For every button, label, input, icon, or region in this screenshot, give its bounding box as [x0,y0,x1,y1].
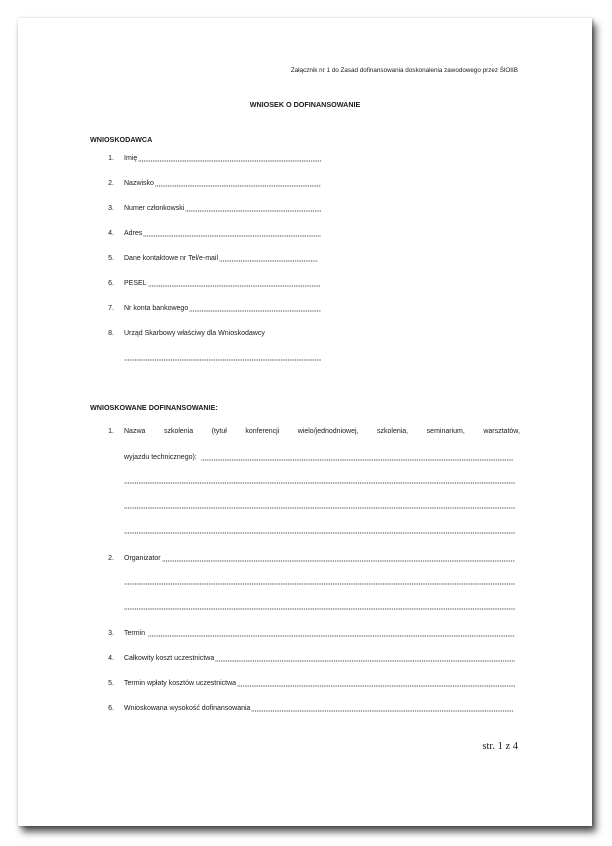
field-label: Organizator [124,555,161,562]
field-label: Imię [124,155,138,162]
item-number: 3. [108,630,114,637]
fill-in-line [148,282,321,287]
training-name-line[interactable] [124,529,515,534]
training-name-line[interactable] [124,504,515,509]
contact-field[interactable] [124,255,318,262]
field-label: Termin [124,630,146,637]
tax-office-label: Urząd Skarbowy właściwy dla Wnioskodawcy [124,330,265,337]
field-label: Całkowity koszt uczestnictwa [124,655,215,662]
item-number: 4. [108,230,114,237]
item-number: 8. [108,330,114,337]
organizer-line[interactable] [124,580,515,585]
field-label: Numer członkowski [124,205,185,212]
total-cost-field[interactable] [124,655,515,662]
first-name-field[interactable] [124,155,321,162]
pesel-field[interactable] [124,280,321,287]
attachment-note: Załącznik nr 1 do Zasad dofinansowania doskonalenia zawodowego przez ŚlOIIB [290,67,518,74]
training-name-line[interactable] [124,479,515,484]
fill-in-line [138,157,321,162]
page-number: str. 1 z 4 [482,741,518,752]
fill-in-line [215,657,515,662]
item-number: 3. [108,205,114,212]
fill-in-line [237,682,515,687]
fill-in-line [155,182,321,187]
fill-in-line [143,232,321,237]
funding-heading: WNIOSKOWANE DOFINANSOWANIE: [90,403,218,412]
item-number: 2. [108,555,114,562]
field-label: wyjazdu technicznego): [124,454,197,461]
requested-amount-field[interactable] [124,705,513,712]
item-number: 5. [108,680,114,687]
field-label: Wnioskowana wysokość dofinansowania [124,705,251,712]
fill-in-line [185,207,321,212]
document-page [18,18,592,826]
fill-in-line [148,632,515,637]
document-title: WNIOSEK O DOFINANSOWANIE [249,100,361,109]
item-number: 6. [108,280,114,287]
training-name-field[interactable] [124,454,513,461]
organizer-line[interactable] [124,605,515,610]
item-number: 1. [108,428,114,435]
field-label: Termin wpłaty kosztów uczestnictwa [124,680,237,687]
member-number-field[interactable] [124,205,321,212]
fill-in-line [162,557,515,562]
item-number: 2. [108,180,114,187]
item-number: 7. [108,305,114,312]
fill-in-line [251,707,513,712]
fill-in-line [201,456,513,461]
bank-account-field[interactable] [124,305,321,312]
field-label: Dane kontaktowe nr Tel/e-mail [124,255,219,262]
payment-date-field[interactable] [124,680,515,687]
field-label: Adres [124,230,143,237]
field-label: Nazwisko [124,180,154,187]
last-name-field[interactable] [124,180,321,187]
item-number: 6. [108,705,114,712]
field-label: PESEL [124,280,147,287]
training-name-label: Nazwa szkolenia (tytuł konferencji wielo/jednodniowej, szkolenia, seminarium, warsztatów, [124,428,520,435]
applicant-heading: WNIOSKODAWCA [90,135,153,144]
address-field[interactable] [124,230,321,237]
item-number: 1. [108,155,114,162]
organizer-field[interactable] [124,555,515,562]
field-label: Nr konta bankowego [124,305,189,312]
fill-in-line [189,307,321,312]
fill-in-line [219,257,318,262]
item-number: 5. [108,255,114,262]
item-number: 4. [108,655,114,662]
tax-office-field[interactable] [124,356,321,361]
date-field[interactable] [124,630,515,637]
